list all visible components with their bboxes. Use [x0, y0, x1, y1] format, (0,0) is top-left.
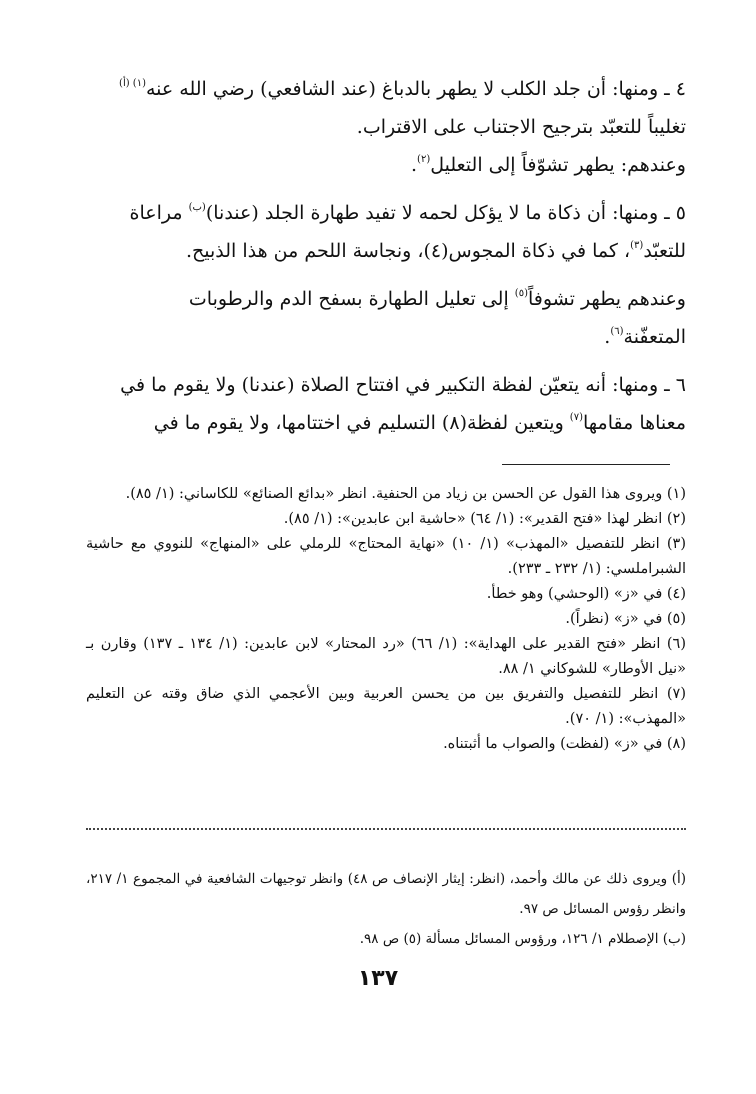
- editor-note: (أ) ويروى ذلك عن مالك وأحمد، (انظر: إيثار الإنصاف ص ٤٨) وانظر توجيهات الشافعية في المجموع ١/ ٢١٧، وانظر رؤوس المسائل ص ٩٧.: [86, 871, 686, 917]
- footnote: (٢) انظر لهذا «فتح القدير»: (١/ ٦٤) «حاشية ابن عابدين»: (١/ ٨٥).: [283, 511, 686, 527]
- footnote: (١) ويروى هذا القول عن الحسن بن زياد من الحنفية. انظر «بدائع الصنائع» للكاساني: (١/ ٨٥).: [125, 486, 686, 502]
- page-number: ١٣٧: [357, 966, 399, 991]
- paragraph: وعندهم: يطهر تشوّفاً إلى التعليل$^{(٢)}$.: [410, 154, 686, 176]
- footnote: (٥) في «ز» (نظراً).: [565, 611, 686, 627]
- footnote-separator: [502, 464, 670, 465]
- footnote: (٣) انظر للتفصيل «المهذب» (١/ ١٠) «نهاية المحتاج» للرملي على «المنهاج» للنووي مع حاشية الشبراملسي: (١/ ٢٣٢ ـ ٢٣٣).: [86, 536, 686, 577]
- footnote: (٨) في «ز» (لفظت) والصواب ما أثبتناه.: [443, 736, 686, 752]
- paragraph: ٥ ـ ومنها: أن ذكاة ما لا يؤكل لحمه لا تفيد طهارة الجلد (عندنا)$^{(ب)}$ مراعاة: [129, 202, 686, 224]
- paragraph: للتعبّد$^{(٣)}$، كما في ذكاة المجوس(٤)، ونجاسة اللحم من هذا الذبيح.: [185, 240, 686, 262]
- paragraph: تغليباً للتعبّد بترجيح الاجتناب على الاقتراب.: [356, 116, 686, 138]
- paragraph: معناها مقامها$^{(٧)}$ ويتعين لفظة(٨) التسليم في اختتامها، ولا يقوم ما في: [153, 412, 686, 434]
- editor-notes: [86, 864, 686, 954]
- footnotes: [86, 482, 686, 757]
- footnote: (٧) انظر للتفصيل والتفريق بين من يحسن العربية وبين الأعجمي الذي ضاق وقته عن التعليم «المهذب»: (١/ ٧٠).: [86, 686, 686, 727]
- dotted-separator: [86, 828, 686, 830]
- paragraph: ٦ ـ ومنها: أنه يتعيّن لفظة التكبير في افتتاح الصلاة (عندنا) ولا يقوم ما في: [120, 374, 686, 396]
- main-text: [86, 70, 686, 442]
- footnote: (٤) في «ز» (الوحشي) وهو خطأ.: [486, 586, 686, 602]
- footnote: (٦) انظر «فتح القدير على الهداية»: (١/ ٦٦) «رد المحتار» لابن عابدين: (١/ ١٣٤ ـ ١٣٧) وقارن بـ «نيل الأوطار» للشوكاني ١/ ٨٨.: [86, 636, 686, 677]
- editor-note: (ب) الإصطلام ١/ ١٢٦، ورؤوس المسائل مسألة (٥) ص ٩٨.: [359, 931, 686, 947]
- paragraph: ٤ ـ ومنها: أن جلد الكلب لا يطهر بالدباغ (عند الشافعي) رضي الله عنه$^{(١) (أ)}$: [119, 78, 686, 100]
- paragraph: وعندهم يطهر تشوفاً$^{(٥)}$ إلى تعليل الطهارة بسفح الدم والرطوبات: [188, 288, 686, 310]
- paragraph: المتعفّنة$^{(٦)}$.: [604, 326, 686, 348]
